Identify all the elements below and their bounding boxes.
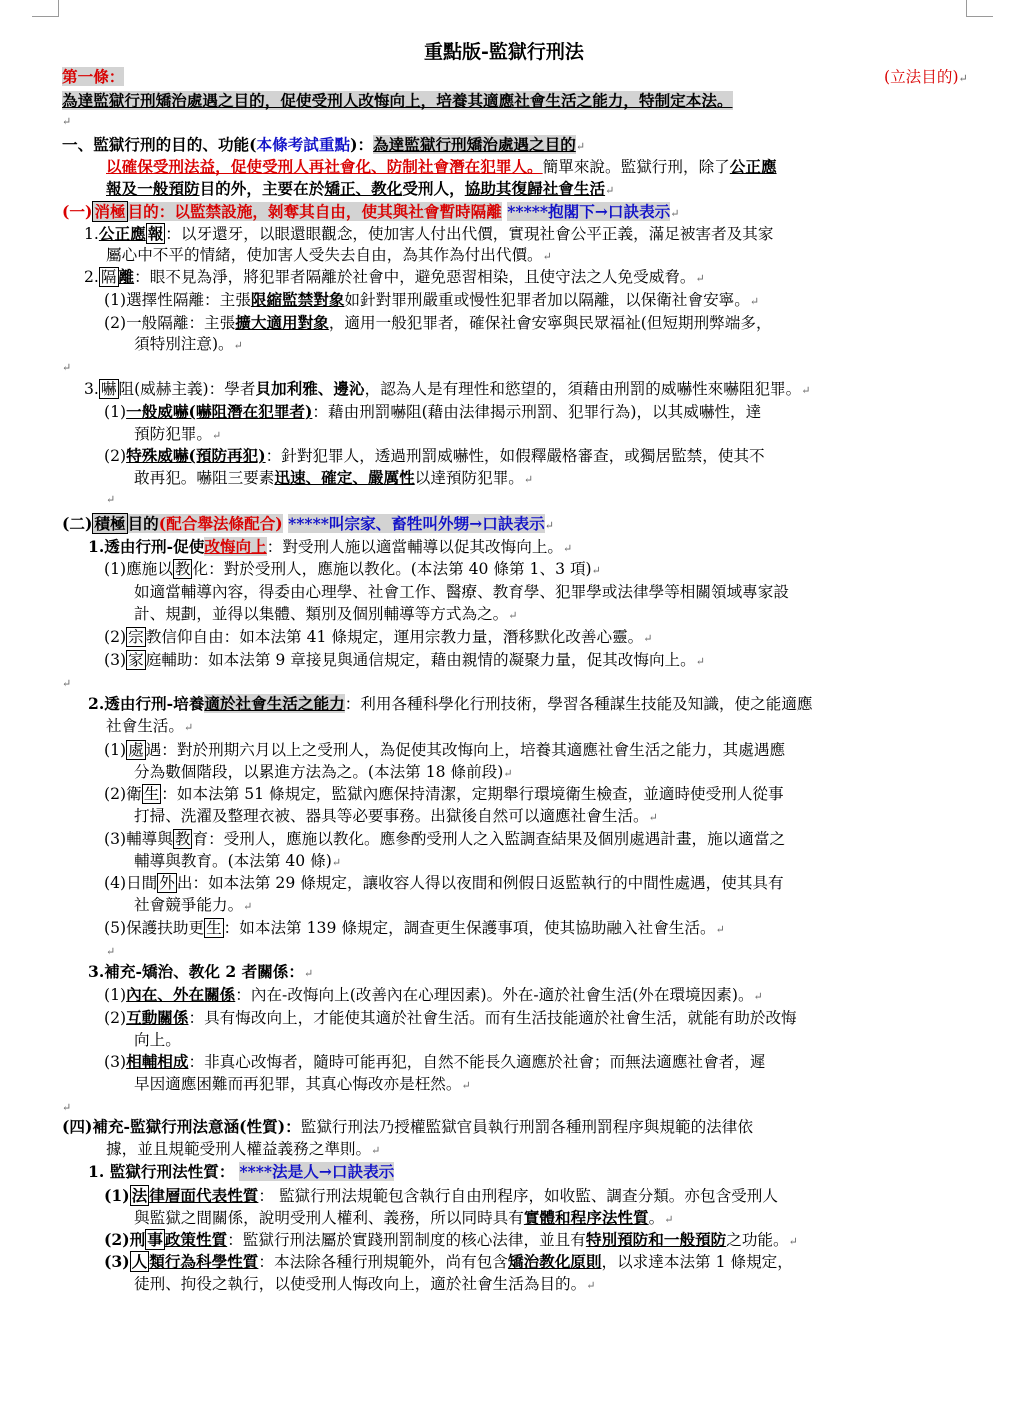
list-subitem-cont: 須特別注意)。↵ [134, 335, 243, 353]
list-item: 3. 嚇 阻(威赫主義)：學者貝加利雅、邊沁，認為人是有理性和慾望的，須藉由刑罰的威嚇性來嚇阻犯罪。↵ [84, 379, 811, 398]
list-subitem: (2)一般隔離：主張擴大適用對象，適用一般犯罪者，確保社會安寧與民眾福祉(但短期刑弊端多， [104, 313, 772, 332]
list-subitem: (1)應施以 教 化：對於受刑人，應施以教化。(本法第 40 條第 1、3 項)↵ [104, 560, 601, 578]
article-text: 為達監獄行刑矯治處遇之目的，促使受刑人改悔向上，培養其適應社會生活之能力，特制定本法。 [62, 91, 733, 110]
list-subitem: (3)相輔相成：非真心改悔者，隨時可能再犯，自然不能長久適應於社會；而無法適應社會者，遲 [104, 1052, 766, 1071]
list-subitem: (2)衛 生 ：如本法第 51 條規定，監獄內應保持清潔，定期舉行環境衛生檢查，並適時使受刑人從事 [104, 785, 784, 803]
list-subitem-cont: 與監獄之間關係，說明受刑人權利、義務，所以同時具有實體和程序法性質。↵ [134, 1208, 674, 1227]
para-mark: ↵ [106, 945, 116, 958]
list-subitem: (2)特殊威嚇(預防再犯)：針對犯罪人，透過刑罰威嚇性，如假釋嚴格審查，或獨居監禁，使其不 [104, 446, 765, 465]
article-label: 第一條： [62, 67, 125, 86]
list-subitem: (1)一般威嚇(嚇阻潛在犯罪者)：藉由刑罰嚇阻(藉由法律揭示刑罰、犯罪行為)，以其威嚇性，達 [104, 402, 762, 421]
list-item-cont: 屬心中不平的情緒，使加害人受失去自由，為其作為付出代價。↵ [106, 246, 552, 264]
list-subitem-cont: 輔導與教育。(本法第 40 條)↵ [134, 852, 342, 870]
list-subitem-cont: 敢再犯。嚇阻三要素迅速、確定、嚴厲性以達預防犯罪。↵ [134, 468, 534, 487]
list-subitem: (2)刑 事 政策性質：監獄行刑法屬於實踐刑罰制度的核心法律，並且有特別預防和一般預防之功能。↵ [104, 1230, 798, 1249]
list-subitem-cont: 社會競爭能力。↵ [134, 896, 253, 914]
list-subitem-cont: 徒刑、拘役之執行，以使受刑人悔改向上，適於社會生活為目的。↵ [134, 1275, 596, 1293]
list-item: 2.透由行刑-培養適於社會生活之能力：利用各種科學化行刑技術，學習各種謀生技能及知識，使之能適應 [88, 694, 813, 713]
list-subitem-cont: 如適當輔導內容，得委由心理學、社會工作、醫療、教育學、犯罪學或法律學等相關領域專家設 [134, 583, 789, 601]
list-subitem-cont: 計、規劃，並得以集體、類別及個別輔導等方式為之。↵ [134, 605, 518, 623]
para-mark: ↵ [62, 677, 72, 690]
subsection-text: 據，並且規範受刑人權益義務之準則。↵ [106, 1140, 381, 1158]
para-mark: ↵ [62, 1101, 72, 1114]
list-item: 3.補充-矯治、教化 2 者關係：↵ [88, 962, 314, 981]
para-mark: ↵ [62, 115, 72, 128]
list-subitem: (1) 法 律層面代表性質： 監獄行刑法規範包含執行自由刑程序，如收監、調查分類。亦包含受刑人 [104, 1186, 778, 1205]
list-item: 1. 監獄行刑法性質： ****法是人→口訣表示 [88, 1162, 395, 1181]
list-subitem-cont: 分為數個階段，以累進方法為之。(本法第 18 條前段)↵ [134, 763, 513, 781]
list-subitem-cont: 早因適應困難而再犯罪，其真心悔改亦是枉然。↵ [134, 1075, 471, 1093]
list-subitem-cont: 向上。 [134, 1031, 181, 1049]
list-subitem: (1) 處 遇：對於刑期六月以上之受刑人，為促使其改悔向上，培養其適應社會生活之能力，其處遇應 [104, 741, 786, 759]
list-subitem: (3) 家 庭輔助：如本法第 9 章接見與通信規定，藉由親情的凝聚力量，促其改悔向上。↵ [104, 651, 705, 669]
list-item: 1.公正應 報 ：以牙還牙，以眼還眼觀念，使加害人付出代價，實現社會公平正義，滿足被害者及其家 [84, 224, 774, 243]
crop-mark-top-right [966, 0, 993, 17]
subsection-heading: (四)補充-監獄行刑法意涵(性質)：監獄行刑法乃授權監獄官員執行刑罰各種刑罰程序與規範的法律依 [62, 1117, 753, 1136]
list-subitem: (5)保護扶助更 生 ：如本法第 139 條規定，調查更生保護事項，使其協助融入社會生活。↵ [104, 919, 725, 937]
section-text-line: 報及一般預防目的外，主要在於矯正、教化受刑人，協助其復歸社會生活↵ [106, 179, 615, 198]
section-text-line: 以確保受刑法益，促使受刑人再社會化、防制社會潛在犯罪人。簡單來說。監獄行刑，除了公正應 [106, 157, 777, 176]
list-subitem: (2) 宗 教信仰自由：如本法第 41 條規定，運用宗教力量，潛移默化改善心靈。↵ [104, 628, 653, 646]
list-subitem: (2)互動關係：具有悔改向上，才能使其適於社會生活。而有生活技能適於社會生活，就能有助於改悔 [104, 1008, 797, 1027]
list-subitem-cont: 打掃、洗濯及整理衣被、器具等必要事務。出獄後自然可以適應社會生活。↵ [134, 807, 658, 825]
page-title: 重點版-監獄行刑法 [424, 41, 584, 63]
list-subitem: (3) 人 類行為科學性質：本法除各種行刑規範外，尚有包含矯治教化原則，以求達本法第 1 條規定， [104, 1252, 793, 1271]
list-item-cont: 社會生活。↵ [106, 717, 194, 735]
crop-mark-top-left [32, 0, 59, 17]
list-item: 2. 隔 離：眼不見為淨，將犯罪者隔離於社會中，避免惡習相染，且使守法之人免受威脅。↵ [84, 267, 705, 286]
list-subitem: (1)選擇性隔離：主張限縮監禁對象如針對罪刑嚴重或慢性犯罪者加以隔離，以保衛社會安寧。↵ [104, 290, 760, 309]
subsection-heading: (二) 積極 目的(配合舉法條配合) *****叫宗家、畜牲叫外甥→口訣表示↵ [62, 514, 554, 533]
section-heading: 一、監獄行刑的目的、功能(本條考試重點)：為達監獄行刑矯治處遇之目的↵ [62, 135, 586, 154]
purpose-tag: (立法目的)↵ [884, 68, 968, 86]
para-mark: ↵ [106, 493, 116, 506]
para-mark: ↵ [62, 361, 72, 374]
list-item: 1.透由行刑-促使改悔向上：對受刑人施以適當輔導以促其改悔向上。↵ [88, 537, 573, 556]
subsection-heading: (一) 消極 目的：以監禁設施，剝奪其自由，使其與社會暫時隔離 *****抱閣下→口訣表示↵ [62, 202, 680, 221]
list-subitem: (3)輔導與 教 育：受刑人，應施以教化。應參酌受刑人之入監調查結果及個別處遇計畫，施以適當之 [104, 830, 786, 848]
list-subitem: (1)內在、外在關係：內在-改悔向上(改善內在心理因素)。外在-適於社會生活(外在環境因素)。↵ [104, 985, 763, 1004]
list-subitem: (4)日間 外 出：如本法第 29 條規定，讓收容人得以夜間和例假日返監執行的中間性處遇，使其具有 [104, 874, 784, 892]
list-subitem-cont: 預防犯罪。↵ [134, 425, 222, 443]
